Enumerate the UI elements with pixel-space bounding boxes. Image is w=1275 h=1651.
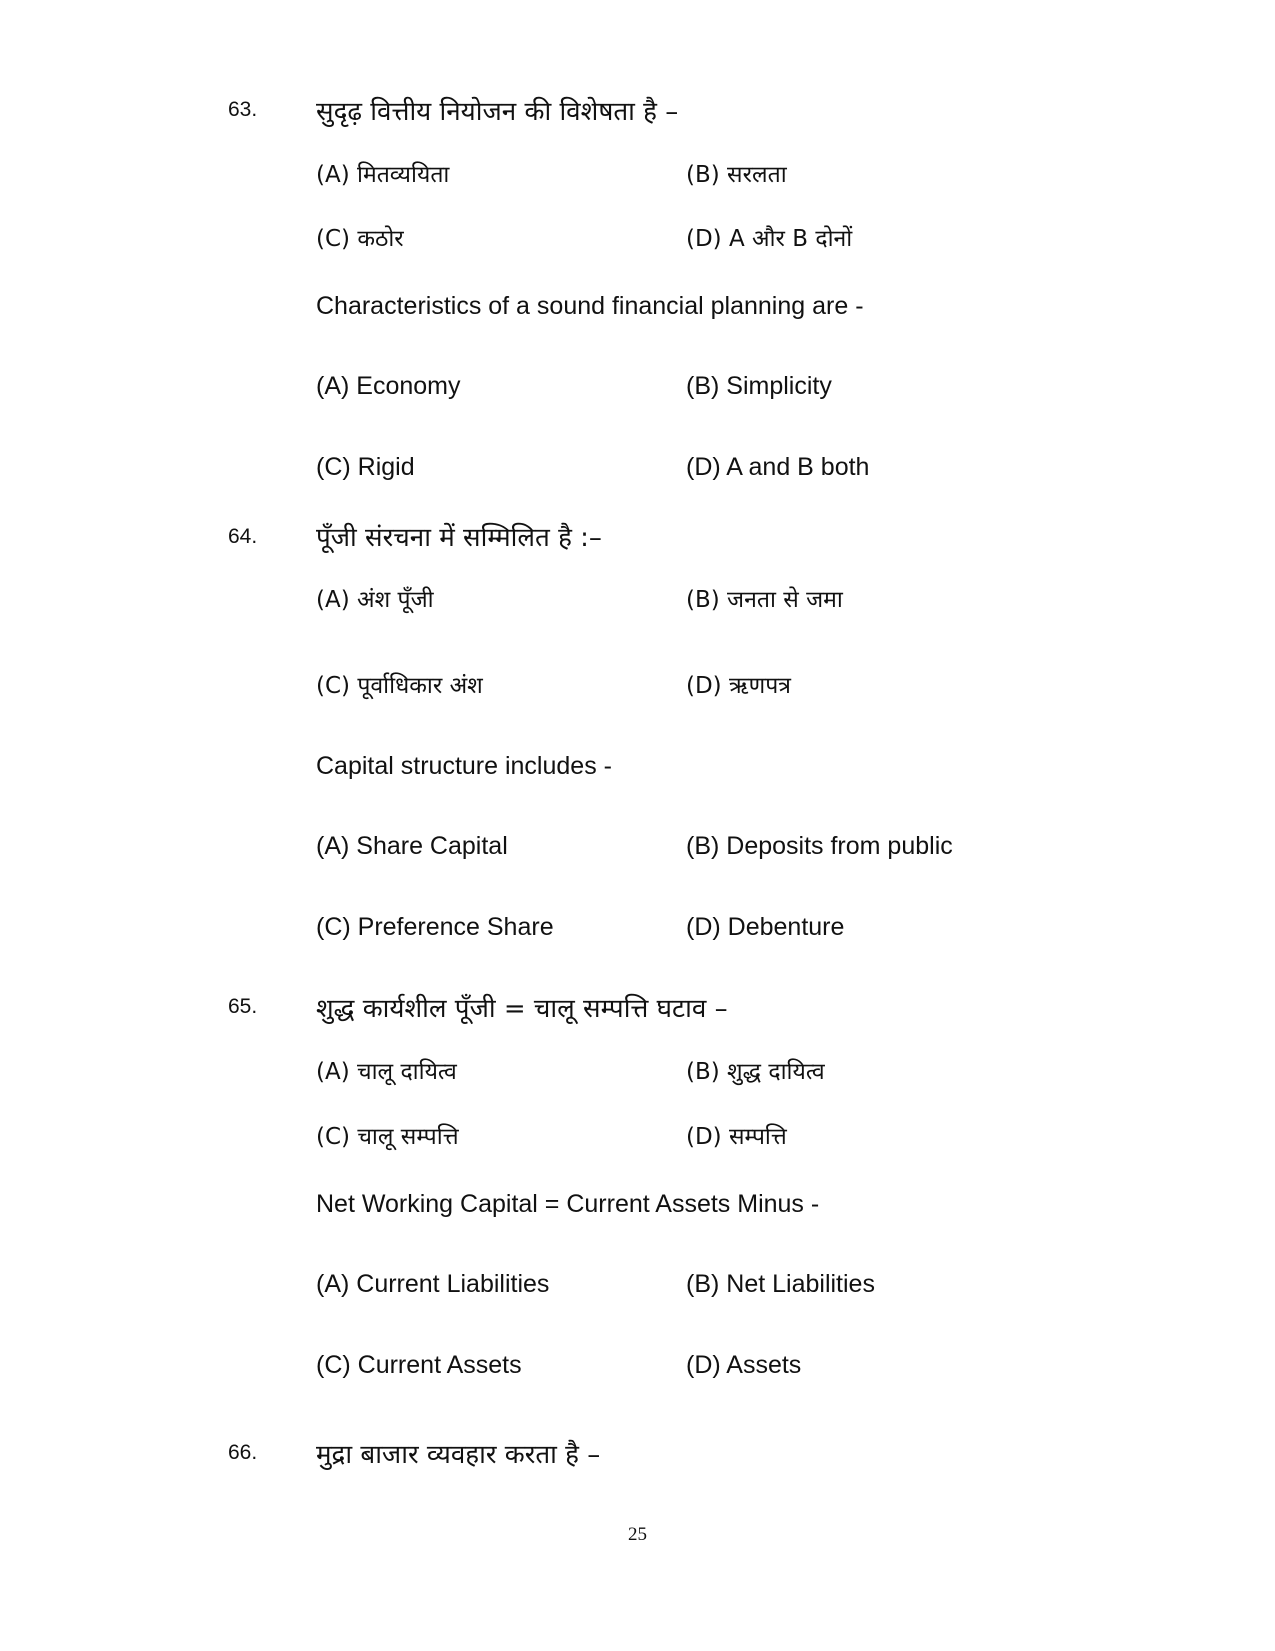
- question-65-english-option-a: (A) Current Liabilities: [316, 1270, 550, 1298]
- question-63-hindi: सुदृढ़ वित्तीय नियोजन की विशेषता है –: [316, 97, 679, 127]
- question-63-hindi-option-d: (D) A और B दोनों: [686, 226, 853, 252]
- question-63-number: 63.: [228, 98, 258, 121]
- question-65-hindi: शुद्ध कार्यशील पूँजी = चालू सम्पत्ति घटाव –: [316, 994, 728, 1024]
- question-63-hindi-option-c: (C) कठोर: [316, 226, 404, 252]
- question-63-english-option-b: (B) Simplicity: [686, 372, 832, 400]
- question-64-english-option-b: (B) Deposits from public: [686, 832, 953, 860]
- question-64-english-option-d: (D) Debenture: [686, 913, 845, 941]
- question-64-english-option-c: (C) Preference Share: [316, 913, 554, 941]
- question-63-hindi-option-b: (B) सरलता: [686, 162, 787, 188]
- question-65-english: Net Working Capital = Current Assets Minus -: [316, 1190, 820, 1218]
- question-63-hindi-option-a: (A) मितव्ययिता: [316, 162, 450, 188]
- question-64-hindi-option-d: (D) ऋणपत्र: [686, 673, 791, 699]
- question-65-hindi-option-a: (A) चालू दायित्व: [316, 1059, 457, 1085]
- question-63-english-option-c: (C) Rigid: [316, 453, 415, 481]
- question-65-english-option-b: (B) Net Liabilities: [686, 1270, 875, 1298]
- question-65-hindi-option-c: (C) चालू सम्पत्ति: [316, 1124, 459, 1150]
- question-63-english-option-d: (D) A and B both: [686, 453, 870, 481]
- question-64-number: 64.: [228, 525, 258, 548]
- question-65-english-option-c: (C) Current Assets: [316, 1351, 522, 1379]
- question-64-hindi: पूँजी संरचना में सम्मिलित है :–: [316, 523, 602, 553]
- question-65-hindi-option-d: (D) सम्पत्ति: [686, 1124, 787, 1150]
- question-65-number: 65.: [228, 995, 258, 1018]
- question-65-hindi-option-b: (B) शुद्ध दायित्व: [686, 1059, 825, 1085]
- question-63-english: Characteristics of a sound financial planning are -: [316, 292, 864, 320]
- page-number: 25: [628, 1524, 647, 1545]
- question-66-number: 66.: [228, 1441, 258, 1464]
- question-64-hindi-option-a: (A) अंश पूँजी: [316, 587, 434, 613]
- question-65-english-option-d: (D) Assets: [686, 1351, 802, 1379]
- question-63-english-option-a: (A) Economy: [316, 372, 461, 400]
- question-64-english: Capital structure includes -: [316, 752, 612, 780]
- question-64-hindi-option-c: (C) पूर्वाधिकार अंश: [316, 673, 483, 699]
- question-64-english-option-a: (A) Share Capital: [316, 832, 508, 860]
- question-66-hindi: मुद्रा बाजार व्यवहार करता है –: [316, 1440, 601, 1470]
- question-64-hindi-option-b: (B) जनता से जमा: [686, 587, 843, 613]
